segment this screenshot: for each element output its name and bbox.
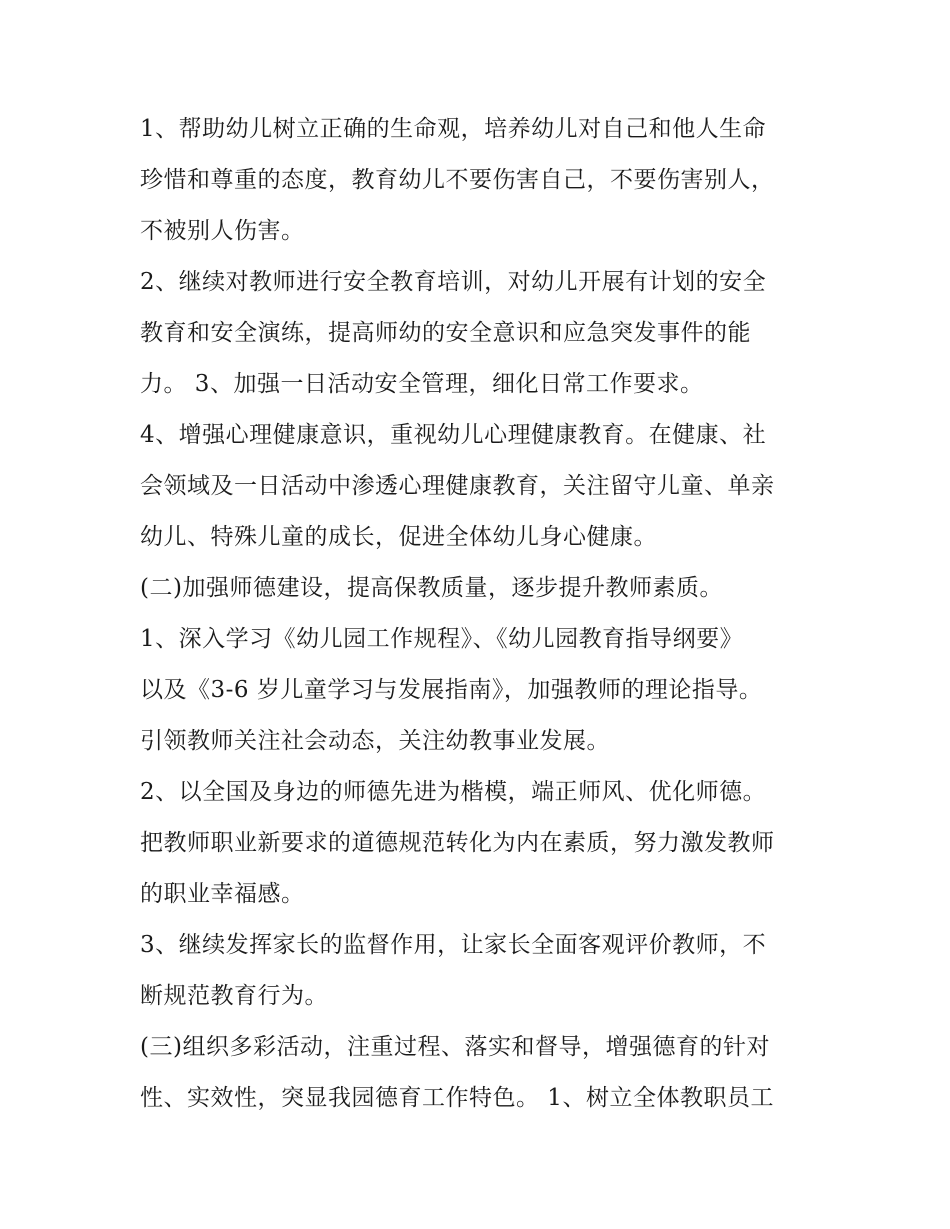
- text-line: 不被别人伤害。: [140, 218, 305, 244]
- section-heading: (三)组织多彩活动，注重过程、落实和督导，增强德育的针对: [140, 1034, 770, 1060]
- text-line: 1、深入学习《幼儿园工作规程》、《幼儿园教育指导纲要》: [140, 626, 744, 652]
- text-line: 会领域及一日活动中渗透心理健康教育，关注留守儿童、单亲: [140, 473, 775, 499]
- text-line: 教育和安全演练，提高师幼的安全意识和应急突发事件的能: [140, 320, 751, 346]
- document-body: [140, 104, 820, 1124]
- text-line: 珍惜和尊重的态度，教育幼儿不要伤害自己，不要伤害别人，: [140, 167, 775, 193]
- text-line: 4、增强心理健康意识，重视幼儿心理健康教育。在健康、社: [140, 422, 767, 448]
- text-line: 2、继续对教师进行安全教育培训，对幼儿开展有计划的安全: [140, 269, 767, 295]
- text-line: 1、帮助幼儿树立正确的生命观，培养幼儿对自己和他人生命: [140, 116, 767, 142]
- text-line: 引领教师关注社会动态，关注幼教事业发展。: [140, 728, 610, 754]
- text-line: 以及《3-6 岁儿童学习与发展指南》，加强教师的理论指导。: [140, 677, 763, 703]
- text-line: 3、继续发挥家长的监督作用，让家长全面客观评价教师，不: [140, 932, 767, 958]
- text-line: 2、以全国及身边的师德先进为楷模，端正师风、优化师德。: [140, 779, 767, 805]
- text-line: 力。 3、加强一日活动安全管理，细化日常工作要求。: [140, 371, 704, 397]
- text-line: 幼儿、特殊儿童的成长，促进全体幼儿身心健康。: [140, 524, 657, 550]
- text-line: 断规范教育行为。: [140, 983, 328, 1009]
- text-line: 性、实效性，突显我园德育工作特色。 1、树立全体教职员工: [140, 1085, 774, 1111]
- section-heading: (二)加强师德建设，提高保教质量，逐步提升教师素质。: [140, 575, 723, 601]
- text-line: 把教师职业新要求的道德规范转化为内在素质，努力激发教师: [140, 830, 775, 856]
- text-line: 的职业幸福感。: [140, 881, 305, 907]
